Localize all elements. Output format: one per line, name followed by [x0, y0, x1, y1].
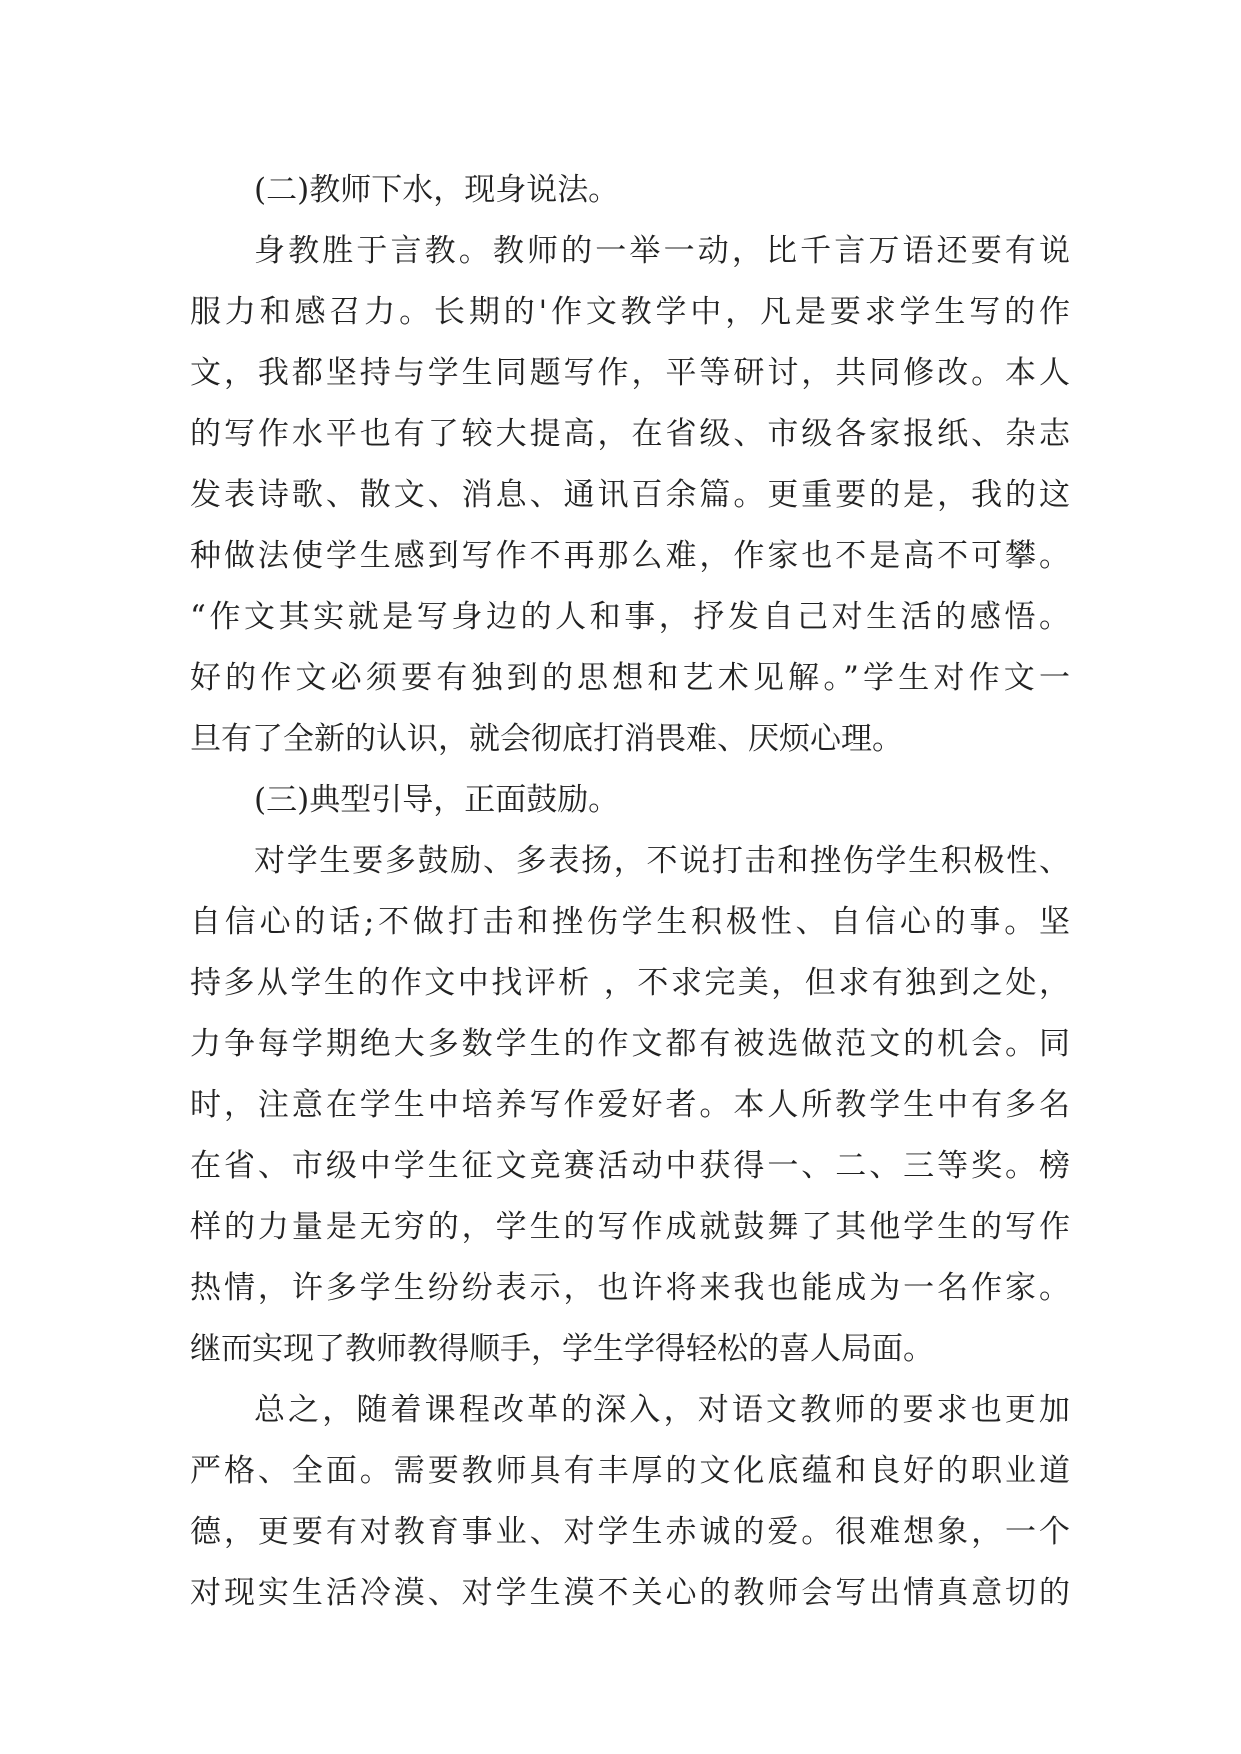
paragraph-line: 样的力量是无穷的，学生的写作成就鼓舞了其他学生的写作 — [190, 1209, 1070, 1245]
paragraph-line: 总之，随着课程改革的深入，对语文教师的要求也更加 — [254, 1392, 1070, 1428]
paragraph-line: 自信心的话;不做打击和挫伤学生积极性、自信心的事。坚 — [190, 904, 1070, 940]
paragraph-line: 热情，许多学生纷纷表示，也许将来我也能成为一名作家。 — [190, 1270, 1070, 1306]
paragraph-line: 力争每学期绝大多数学生的作文都有被选做范文的机会。同 — [190, 1026, 1070, 1062]
paragraph-line: 时，注意在学生中培养写作爱好者。本人所教学生中有多名 — [190, 1087, 1070, 1123]
paragraph-line: 持多从学生的作文中找评析 ，不求完美，但求有独到之处， — [190, 965, 1070, 1001]
paragraph-line: 身教胜于言教。教师的一举一动，比千言万语还要有说 — [254, 233, 1070, 269]
paragraph-line: 文，我都坚持与学生同题写作，平等研讨，共同修改。本人 — [190, 355, 1070, 391]
paragraph-line: 德，更要有对教育事业、对学生赤诚的爱。很难想象，一个 — [190, 1514, 1070, 1550]
paragraph-line: 旦有了全新的认识，就会彻底打消畏难、厌烦心理。 — [190, 721, 903, 757]
paragraph-line: 严格、全面。需要教师具有丰厚的文化底蕴和良好的职业道 — [190, 1453, 1070, 1489]
body-text — [190, 160, 1070, 1624]
section-heading-3: (三)典型引导，正面鼓励。 — [254, 782, 620, 818]
paragraph-line: 在省、市级中学生征文竞赛活动中获得一、二、三等奖。榜 — [190, 1148, 1070, 1184]
paragraph-line: 好的作文必须要有独到的思想和艺术见解。”学生对作文一 — [190, 660, 1070, 696]
paragraph-line: “作文其实就是写身边的人和事，抒发自己对生活的感悟。 — [190, 599, 1070, 635]
paragraph-line: 对现实生活冷漠、对学生漠不关心的教师会写出情真意切的 — [190, 1575, 1070, 1611]
paragraph-line: 继而实现了教师教得顺手，学生学得轻松的喜人局面。 — [190, 1331, 934, 1367]
paragraph-line: 对学生要多鼓励、多表扬，不说打击和挫伤学生积极性、 — [254, 843, 1070, 879]
paragraph-line: 的写作水平也有了较大提高，在省级、市级各家报纸、杂志 — [190, 416, 1070, 452]
section-heading-2: (二)教师下水，现身说法。 — [254, 172, 620, 208]
paragraph-line: 发表诗歌、散文、消息、通讯百余篇。更重要的是，我的这 — [190, 477, 1070, 513]
paragraph-line: 种做法使学生感到写作不再那么难，作家也不是高不可攀。 — [190, 538, 1070, 574]
paragraph-line: 服力和感召力。长期的'作文教学中，凡是要求学生写的作 — [190, 294, 1070, 330]
